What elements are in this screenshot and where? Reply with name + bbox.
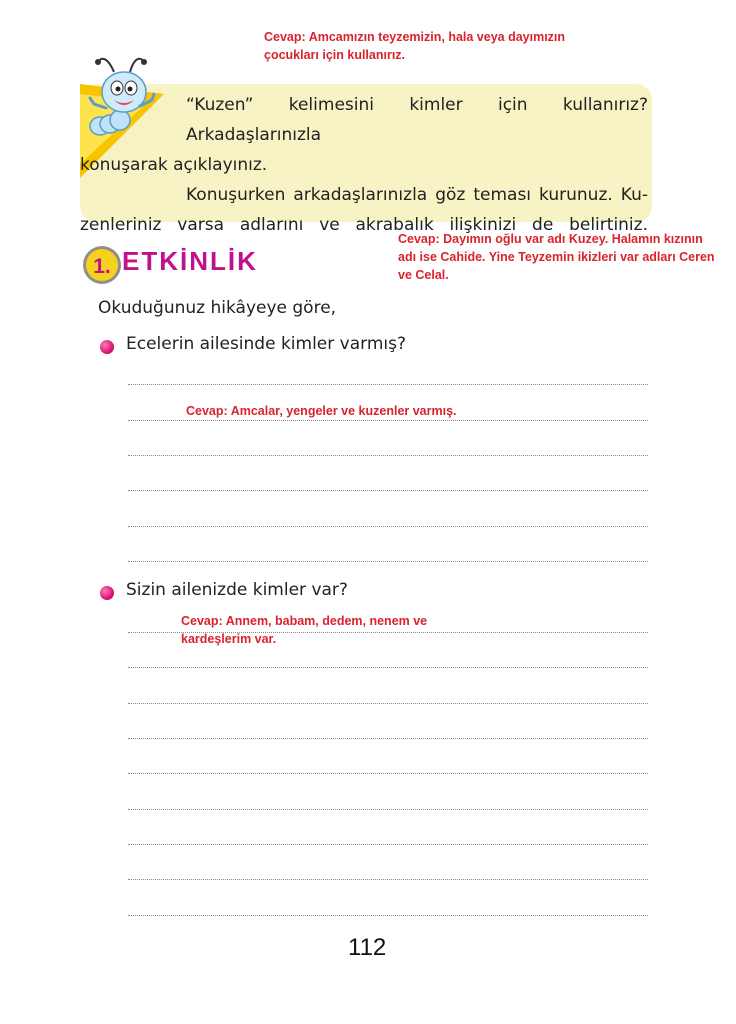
answer-top: Cevap: Amcamızın teyzemizin, hala veya dayımızın çocukları için kullanırız. bbox=[264, 30, 566, 62]
activity-number: 1. bbox=[93, 255, 111, 278]
answer-line bbox=[128, 526, 648, 527]
pink-dot-icon bbox=[100, 340, 114, 354]
speech-line: Konuşurken arkadaşlarınızla göz teması kurunuz. Ku- bbox=[186, 185, 648, 205]
answer-line bbox=[128, 455, 648, 456]
answer-line bbox=[128, 420, 648, 421]
answer-question-2: Cevap: Annem, babam, dedem, nenem ve kardeşlerim var. bbox=[181, 614, 428, 646]
question-2: Sizin ailenizde kimler var? bbox=[126, 580, 348, 600]
question-1: Ecelerin ailesinde kimler varmış? bbox=[126, 334, 406, 354]
answer-line bbox=[128, 773, 648, 774]
speech-line: zenleriniz varsa adlarını ve akrabalık ilişkinizi de belirtiniz. bbox=[80, 215, 648, 235]
speech-line: konuşarak açıklayınız. bbox=[80, 155, 268, 175]
pink-dot-icon bbox=[100, 586, 114, 600]
answer-line bbox=[128, 384, 648, 385]
answer-line bbox=[128, 561, 648, 562]
answer-line bbox=[128, 809, 648, 810]
answer-line bbox=[128, 703, 648, 704]
answer-activity: Cevap: Dayımın oğlu var adı Kuzey. Halamın kızının adı ise Cahide. Yine Teyzemin ikizleri var adları Ceren ve Celal. bbox=[398, 232, 715, 282]
activity-number-badge bbox=[82, 245, 122, 285]
answer-line bbox=[128, 879, 648, 880]
page-number: 112 bbox=[348, 934, 387, 961]
speech-line: “Kuzen” kelimesini kimler için kullanırız? Arkadaşlarınızla bbox=[186, 95, 648, 145]
speech-text bbox=[80, 90, 648, 240]
answer-line bbox=[128, 667, 648, 668]
answer-line bbox=[128, 844, 648, 845]
answer-line bbox=[128, 490, 648, 491]
activity-intro: Okuduğunuz hikâyeye göre, bbox=[98, 298, 337, 318]
answer-line bbox=[128, 738, 648, 739]
answer-line bbox=[128, 915, 648, 916]
answer-question-1: Cevap: Amcalar, yengeler ve kuzenler varmış. bbox=[186, 404, 457, 418]
activity-title: ETKİNLİK bbox=[122, 246, 258, 276]
